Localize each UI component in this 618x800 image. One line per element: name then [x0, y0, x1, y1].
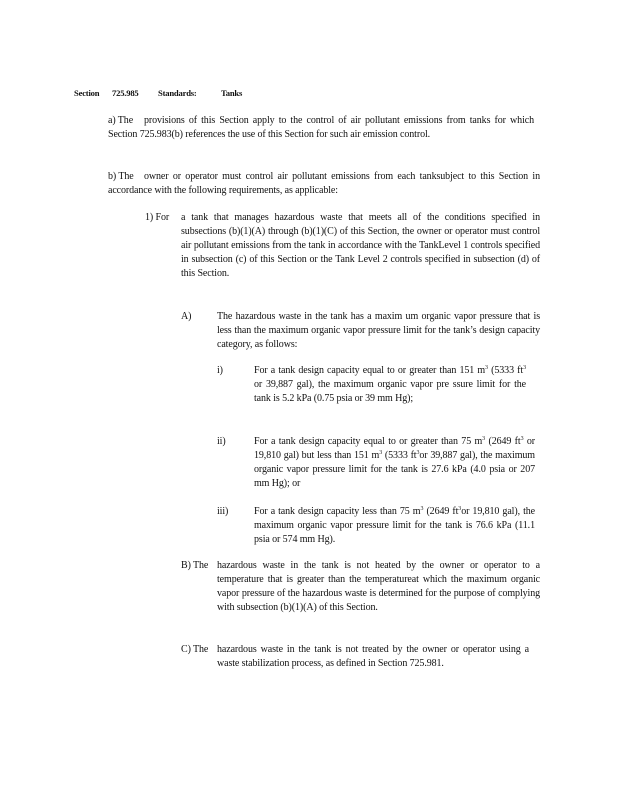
paragraph-A-label: A) [181, 311, 192, 322]
paragraph-b1-text [145, 211, 540, 281]
superscript: 3 [379, 450, 383, 457]
section-word: Section [74, 88, 100, 98]
superscript: 3 [420, 506, 424, 512]
paragraph-a-text: provisions of this Section apply to the control of air pollutant emissions from tanks for which Section 725.983(b) references the use of this Section for such air emission control. [108, 115, 534, 141]
superscript: 3 [520, 436, 524, 442]
paragraph-B-text: hazardous waste in the tank is not heated by the owner or operator to a temperature that is greater than the temperatureat which the maximum organic vapor pressure of the hazardous waste is determined for the purpose of complying with subsection (b)(1)(A) of this Section. [217, 560, 540, 614]
superscript: 3 [458, 506, 462, 512]
section-category: Standards: [158, 88, 197, 98]
paragraph-i-label: i) [217, 365, 223, 376]
paragraph-i-text-3: or 39,887 gal), the maximum organic vapor pre ssure limit for the tank is 5.2 kPa (0.75 psia or 39 mm Hg); [254, 379, 526, 405]
paragraph-C [181, 643, 529, 671]
paragraph-a [108, 114, 534, 142]
paragraph-ii-text-1: For a tank design capacity equal to or greater than 75 m [254, 436, 483, 447]
paragraph-ii-text-4: (5333 ft [382, 450, 417, 462]
paragraph-iii [217, 505, 535, 547]
paragraph-C-label: C) The [181, 644, 209, 655]
paragraph-ii-text-2: (2649 ft [485, 436, 521, 447]
paragraph-iii-text [217, 505, 535, 547]
paragraph-iii-text-2: (2649 ft [423, 506, 459, 517]
section-topic: Tanks [221, 88, 243, 98]
paragraph-ii [217, 435, 535, 491]
paragraph-i-text-2: (5333 ft [487, 365, 524, 376]
paragraph-b1-label: 1) For [145, 212, 170, 223]
paragraph-ii-label: ii) [217, 436, 226, 447]
paragraph-i-text [217, 364, 526, 406]
paragraph-ii-text [217, 435, 535, 491]
section-number: 725.985 [112, 88, 139, 98]
paragraph-b1-body: a tank that manages hazardous waste that meets all of the conditions specified in subsections (b)(1)(A) through (b)(1)(C) of this Section, the owner or operator must control air pollutant emissions from the tank in accordance with the TankLevel 1 controls specified in subsection (c) of this Section or the Tank Level 2 controls specified in subsection (d) of this Section. [181, 212, 540, 280]
superscript: 3 [485, 365, 488, 371]
paragraph-b-text: owner or operator must control air pollutant emissions from each tanksubject to this Section in accordance with the following requirements, as applicable: [108, 171, 540, 197]
paragraph-b1 [145, 211, 540, 281]
paragraph-B [181, 559, 540, 615]
paragraph-b [108, 170, 540, 198]
paragraph-i [217, 364, 526, 406]
paragraph-iii-text-1: For a tank design capacity less than 75 m [254, 506, 421, 517]
paragraph-A [181, 310, 540, 352]
paragraph-A-text: The hazardous waste in the tank has a maxim um organic vapor pressure that is less than the maximum organic vapor pressure limit for the tank’s design capacity category, as follows: [217, 311, 540, 351]
paragraph-ii-text-5: or 39,887 gal), the maximum organic vapor pressure limit for the tank is 27.6 kPa (4.0 psia or 207 mm Hg); or [254, 450, 535, 490]
paragraph-b-label: b) The [108, 171, 134, 182]
superscript: 3 [482, 436, 486, 442]
superscript: 3 [523, 365, 526, 371]
paragraph-iii-label: iii) [217, 506, 229, 517]
paragraph-iii-text-3: or 19,810 gal), the maximum organic vapor pressure limit for the tank is 76.6 kPa (11.1 psia or 574 mm Hg). [254, 506, 535, 546]
paragraph-C-text: hazardous waste in the tank is not treated by the owner or operator using a waste stabilization process, as defined in Section 725.981. [217, 644, 529, 670]
paragraph-a-label: a) The [108, 115, 134, 126]
paragraph-ii-text-3: or 19,810 gal) but less than 151 m [254, 436, 535, 462]
superscript: 3 [416, 450, 420, 457]
paragraph-B-label: B) The [181, 560, 209, 571]
paragraph-i-text-1: For a tank design capacity equal to or greater than 151 m [254, 365, 486, 376]
